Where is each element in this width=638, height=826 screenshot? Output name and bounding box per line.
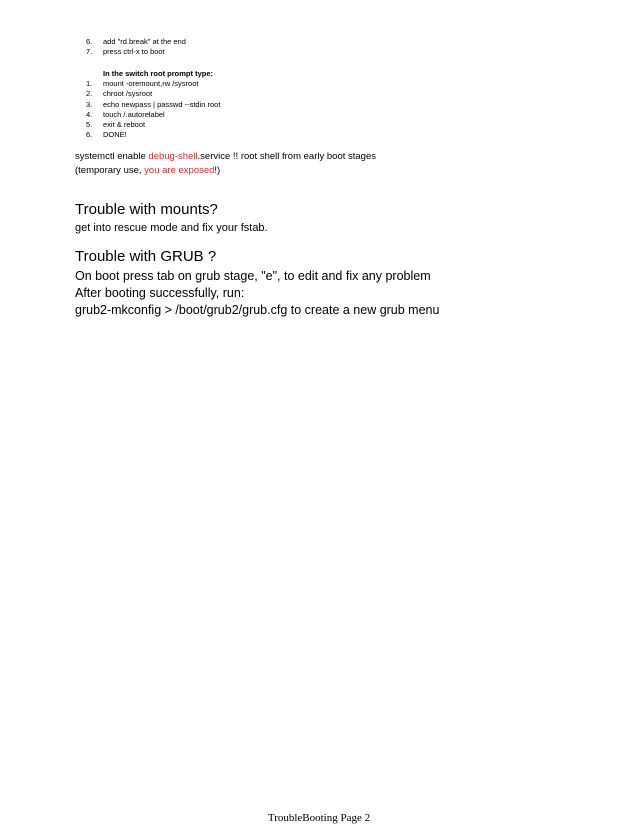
switch-root-header: In the switch root prompt type: (103, 69, 213, 78)
grub-heading: Trouble with GRUB ? (75, 248, 217, 265)
list-item: 7. press ctrl-x to boot (86, 47, 165, 57)
list-item: 2. chroot /sysroot (86, 89, 153, 99)
grub-line: On boot press tab on grub stage, "e", to edit and fix any problem (75, 269, 431, 283)
list-item: 5. exit & reboot (86, 120, 146, 130)
list-item: 4. touch /.autorelabel (86, 109, 165, 119)
page-footer: TroubleBooting Page 2 (267, 812, 371, 824)
exposed-warning: you are exposed (144, 165, 215, 176)
list-item: 6. DONE! (86, 130, 127, 140)
list-item: 3. echo newpass | passwd --stdin root (86, 99, 221, 109)
list-item: 1. mount -oremount,rw /sysroot (86, 79, 199, 88)
debug-shell-highlight: debug-shell (148, 151, 198, 162)
steps-list-top (86, 37, 186, 58)
steps-list-switch-root (86, 79, 220, 141)
grub-line: After booting successfully, run: (75, 286, 245, 300)
temporary-use-line: (temporary use, you are exposed!) (75, 165, 221, 176)
list-item: 6. add "rd.break" at the end (86, 37, 186, 46)
debug-shell-line: systemctl enable debug-shell.service !! root shell from early boot stages (75, 151, 376, 162)
grub-line: grub2-mkconfig > /boot/grub2/grub.cfg to create a new grub menu (75, 303, 440, 317)
mounts-heading: Trouble with mounts? (75, 201, 218, 218)
mounts-body: get into rescue mode and fix your fstab. (75, 222, 268, 234)
